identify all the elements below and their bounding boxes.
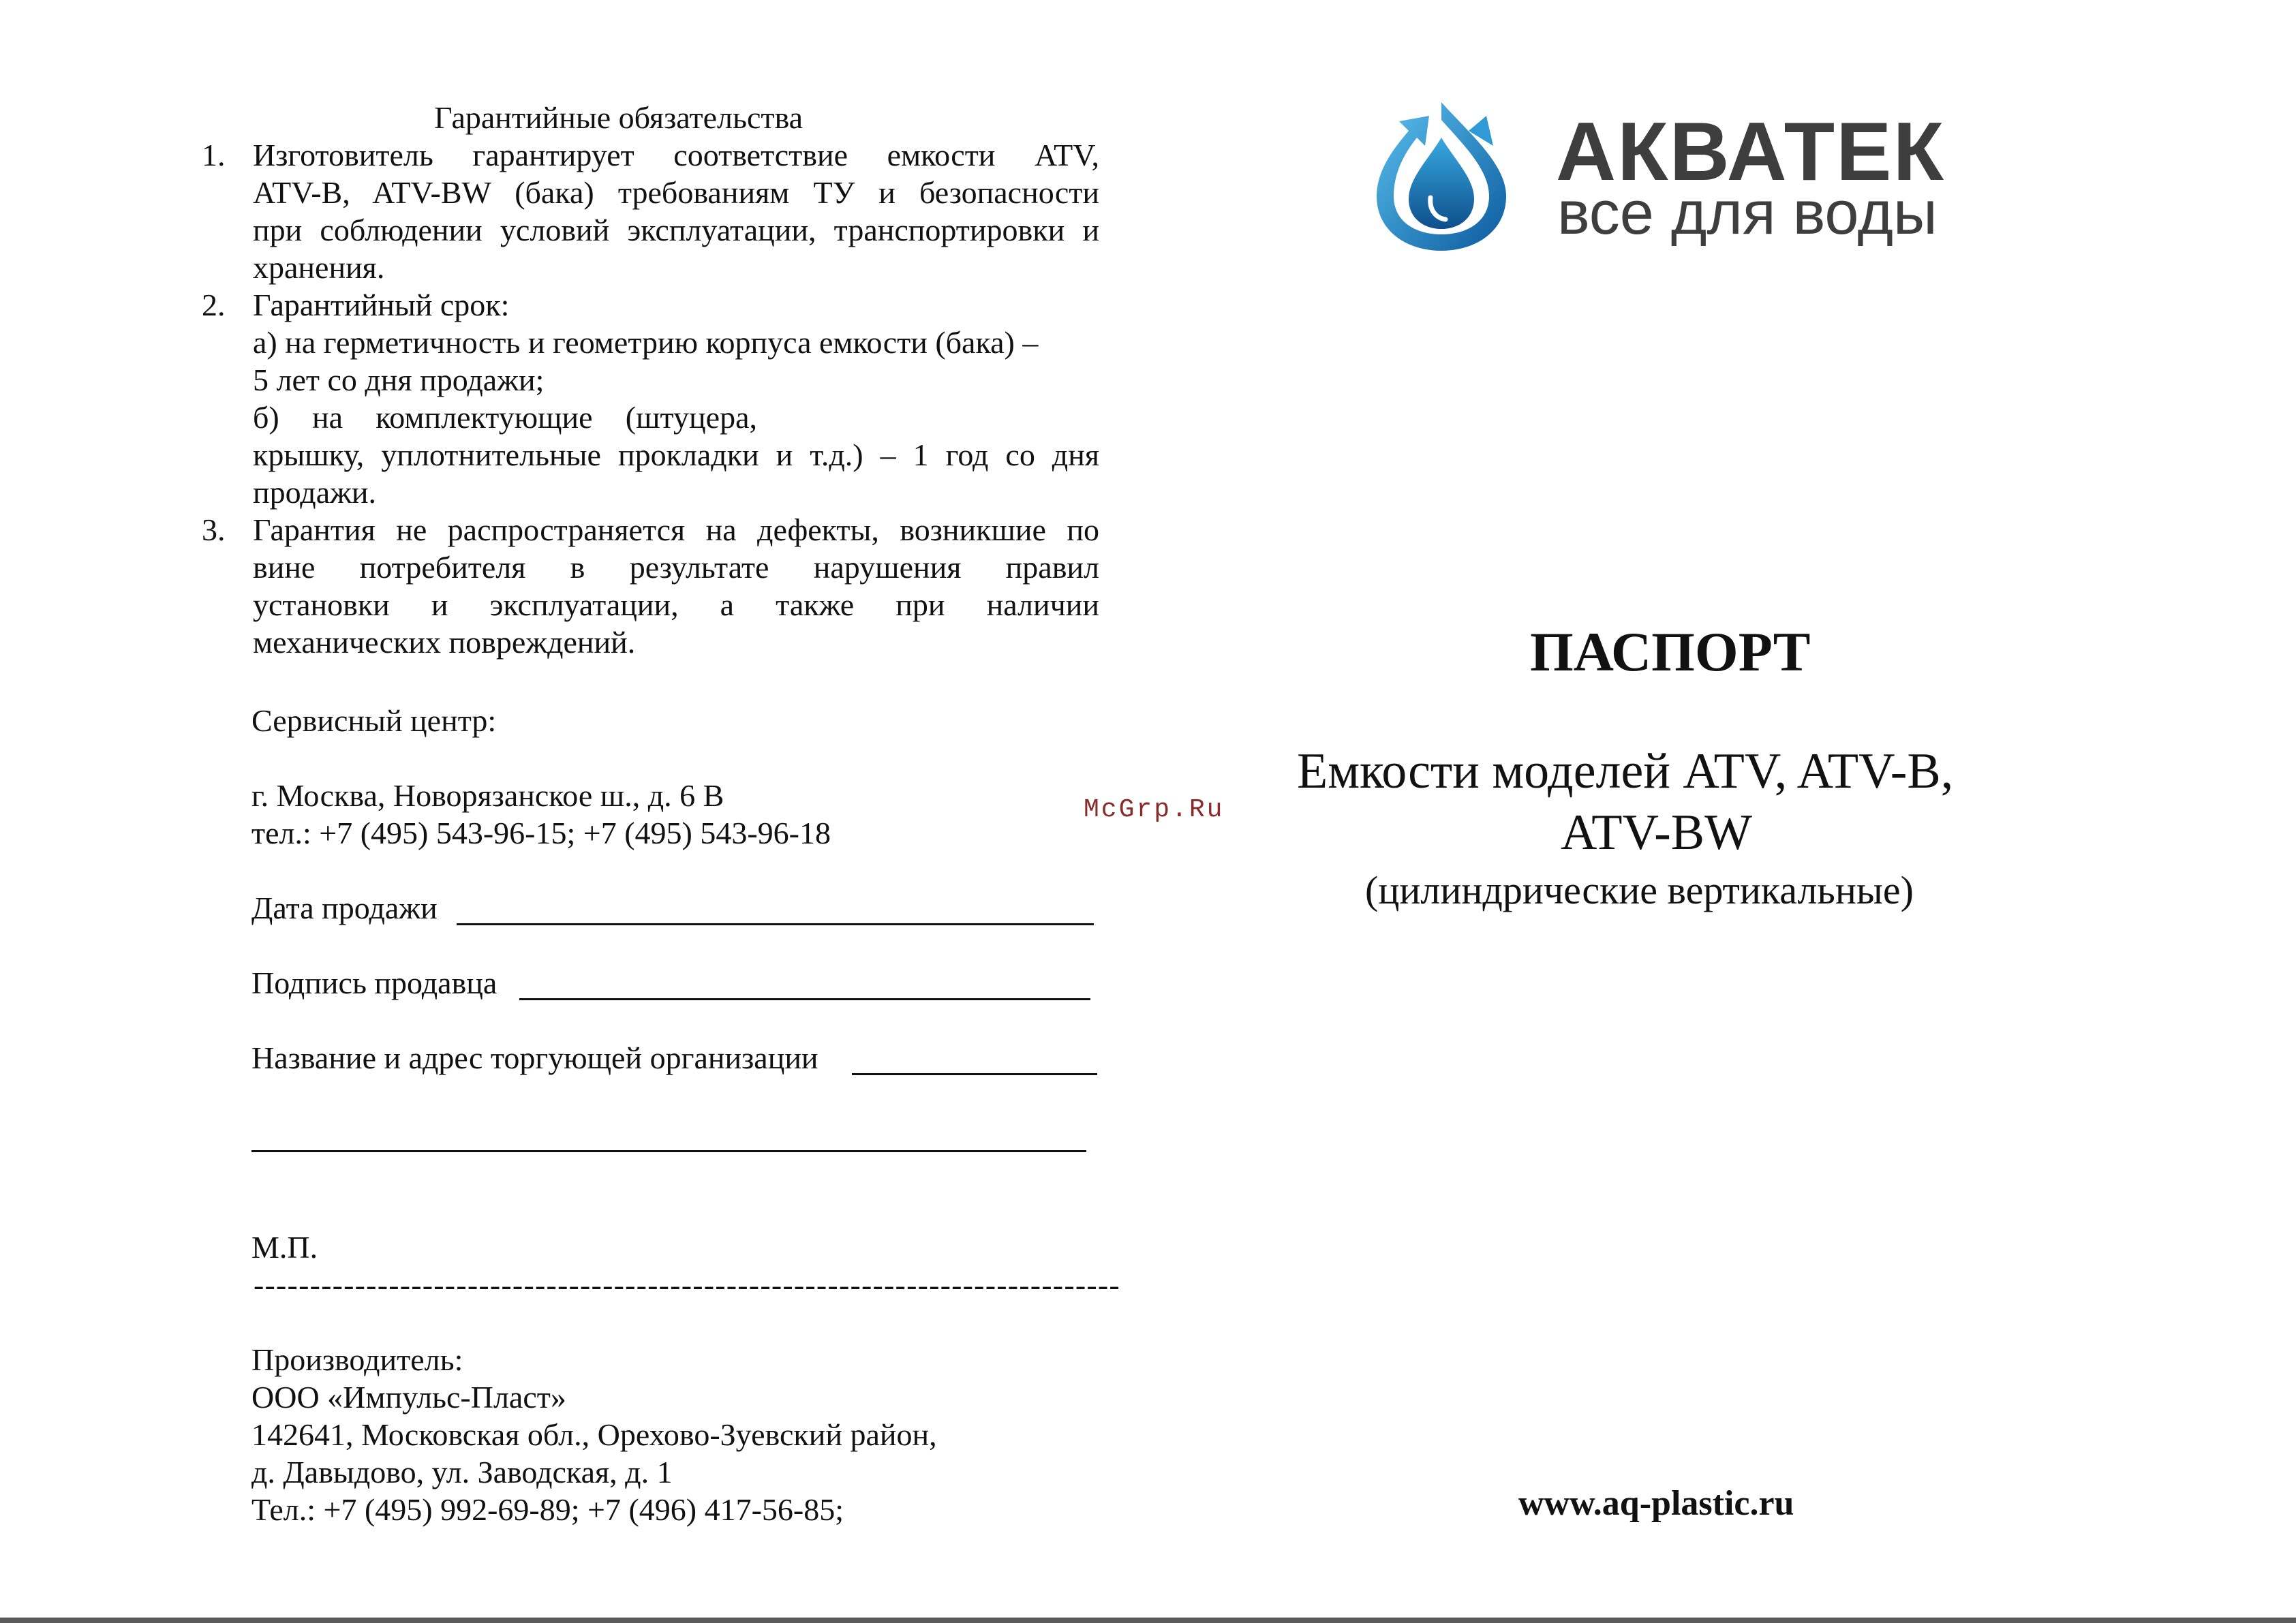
list-item-line: крышку, уплотнительные прокладки и т.д.) – 1 год со дня — [253, 437, 1099, 472]
list-item-line: Гарантийный срок: — [253, 288, 510, 322]
seller-signature-field[interactable] — [519, 998, 1090, 1000]
subtitle-line-3: (цилиндрические вертикальные) — [1365, 868, 1914, 912]
list-item-line: продажи. — [253, 475, 377, 510]
sale-date-label: Дата продажи — [251, 891, 438, 925]
list-number: 3. — [202, 512, 226, 547]
watermark: McGrp.Ru — [1084, 795, 1225, 824]
sale-date-field[interactable] — [457, 923, 1094, 925]
cut-line: ----------------------------------------------------------------------------- — [254, 1267, 1120, 1302]
document-title: ПАСПОРТ — [1530, 621, 1811, 683]
list-item-line: Гарантия не распространяется на дефекты, возникшие по — [253, 512, 1099, 547]
org-field[interactable] — [852, 1073, 1097, 1075]
list-number: 1. — [202, 138, 226, 172]
list-item-line: ATV-B, ATV-BW (бака) требованиям ТУ и безопасности — [253, 175, 1099, 210]
org-label: Название и адрес торгующей организации — [251, 1040, 818, 1075]
logo[interactable] — [1366, 95, 1980, 252]
service-center-address: г. Москва, Новорязанское ш., д. 6 В — [251, 778, 724, 813]
stamp-label: М.П. — [251, 1230, 318, 1265]
org-field-continued[interactable] — [251, 1150, 1086, 1152]
list-item-line: установки и эксплуатации, а также при наличии — [253, 587, 1099, 622]
list-item-line: а) на герметичность и геометрию корпуса емкости (бака) – — [253, 325, 1039, 360]
list-item-line: при соблюдении условий эксплуатации, транспортировки и — [253, 213, 1099, 247]
service-center-phone: тел.: +7 (495) 543-96-15; +7 (495) 543-96-18 — [251, 816, 831, 850]
subtitle-line-1: Емкости моделей ATV, ATV-B, — [1297, 743, 1954, 799]
list-item-line: Изготовитель гарантирует соответствие емкости ATV, — [253, 138, 1099, 172]
list-number: 2. — [202, 288, 226, 322]
list-item-line: 5 лет со дня продажи; — [253, 362, 545, 397]
service-center-label: Сервисный центр: — [251, 703, 497, 738]
logo-name: АКВАТЕК — [1556, 105, 1945, 198]
water-drop-icon — [1366, 95, 1516, 252]
manufacturer-address: 142641, Московская обл., Орехово-Зуевский район, — [251, 1417, 937, 1452]
bottom-border — [0, 1618, 2296, 1623]
logo-tagline: все для воды — [1557, 179, 1938, 247]
list-item-line: вине потребителя в результате нарушения правил — [253, 550, 1099, 585]
list-item-line: хранения. — [253, 250, 385, 285]
warranty-heading: Гарантийные обязательства — [434, 100, 803, 135]
manufacturer-address: д. Давыдово, ул. Заводская, д. 1 — [251, 1455, 673, 1489]
manufacturer-label: Производитель: — [251, 1342, 463, 1377]
list-item-line: механических повреждений. — [253, 625, 636, 660]
seller-signature-label: Подпись продавца — [251, 965, 498, 1000]
manufacturer-phone: Тел.: +7 (495) 992-69-89; +7 (496) 417-56-85; — [251, 1492, 844, 1527]
website-link[interactable]: www.aq-plastic.ru — [1518, 1484, 1794, 1523]
manufacturer-name: ООО «Импульс-Пласт» — [251, 1380, 566, 1415]
subtitle-line-2: ATV-BW — [1561, 805, 1752, 861]
list-item-line: б) на комплектующие (штуцера, — [253, 400, 757, 435]
